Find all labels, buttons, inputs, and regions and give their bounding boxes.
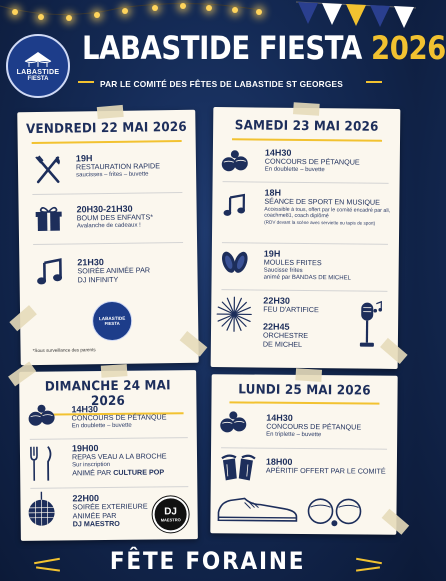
event-desc-prefix: ANIMÉ PAR: [72, 468, 112, 478]
event-item: [72, 442, 194, 478]
event-name: ORCHESTRE: [262, 330, 309, 341]
subtitle: PAR LE COMITÉ DES FÊTES DE LABASTIDE ST GEORGES: [100, 79, 343, 89]
event-time: 22H30: [263, 295, 290, 306]
event-time: 14H30: [266, 412, 293, 423]
title-year: 2026: [371, 29, 446, 67]
event-item: [71, 403, 193, 430]
event-name: CONCOURS DE PÉTANQUE: [266, 421, 362, 432]
event-desc-line2: [72, 468, 194, 478]
badge-text-top: DJ: [164, 505, 178, 517]
event-name: REPAS VEAU A LA BROCHE: [71, 451, 167, 462]
logo-text-bottom: FIESTA: [104, 320, 120, 327]
subtitle-dash-left: [78, 81, 94, 83]
event-name-line3: DJ MAESTRO: [72, 519, 120, 529]
logo-text-top: LABASTIDE: [98, 315, 126, 322]
gift-icon: [35, 205, 63, 233]
footer-banner: [0, 541, 416, 581]
event-desc: Accessible à tous, offert par le comité encadré par ali, coachme81, coach diplômé: [264, 206, 391, 220]
disco-ball-icon: [26, 492, 56, 530]
petanque-icon: [221, 149, 249, 173]
petanque-icon: [27, 404, 55, 428]
event-name-line2: DE MICHEL: [262, 339, 303, 349]
event-item: [265, 148, 397, 176]
event-desc: En doublette – buvette: [264, 166, 325, 173]
cutlery-icon: [26, 444, 56, 484]
event-name-line2: DJ INFINITY: [77, 274, 119, 285]
event-name: BOUM DES ENFANTS*: [76, 212, 154, 223]
event-name: RESTAURATION RAPIDE: [75, 161, 161, 172]
event-name-line2: ANIMÉE PAR: [72, 510, 117, 521]
note: *Sous surveillance des parents: [32, 347, 96, 354]
fiesta-logo: [6, 34, 70, 98]
event-item: [266, 457, 394, 477]
carousel-icon: [23, 51, 53, 67]
event-name: SÉANCE DE SPORT EN MUSIQUE: [264, 196, 380, 207]
event-name: SOIRÉE ANIMÉE PAR: [77, 265, 151, 276]
event-desc-line2: animé par BANDAS DE MICHEL: [263, 274, 351, 282]
logo-text-top: LABASTIDE: [16, 68, 60, 76]
sneaker-icon: [214, 490, 300, 527]
event-time: 18H: [264, 187, 282, 198]
dj-maestro-badge: [152, 496, 188, 532]
mussels-icon: [220, 249, 250, 275]
event-time: 14H30: [264, 147, 292, 158]
fork-knife-icon: [32, 154, 64, 186]
event-time: 19H: [263, 248, 281, 259]
event-time: 20H30-21H30: [76, 203, 133, 215]
event-desc-bold: CULTURE POP: [113, 467, 165, 478]
event-name: CONCOURS DE PÉTANQUE: [264, 156, 360, 167]
event-name: APÉRITIF OFFERT PAR LE COMITÉ: [265, 465, 386, 476]
microphone-icon: [355, 301, 384, 349]
event-time: 22H00: [72, 493, 100, 504]
card-monday: [210, 374, 397, 535]
day-title: DIMANCHE 24 MAI 2026: [44, 378, 171, 410]
header: [0, 0, 446, 110]
event-name: SOIRÉE EXTERIEURE: [72, 501, 148, 512]
petanque-balls-icon: [306, 493, 364, 528]
event-item: [72, 493, 152, 530]
event-time: 18H00: [265, 456, 293, 467]
firework-icon: [215, 295, 253, 333]
day-title: VENDREDI 22 MAI 2026: [25, 119, 187, 138]
event-name: FEU D'ARTIFICE: [263, 304, 319, 315]
beer-icon: [219, 452, 259, 482]
day-title: SAMEDI 23 MAI 2026: [234, 118, 379, 135]
logo-text-bottom: FIESTA: [27, 75, 49, 82]
card-sunday: [19, 370, 198, 541]
music-note-icon: [35, 258, 63, 286]
event-time: 19H00: [71, 443, 99, 454]
event-item: [263, 296, 363, 316]
event-time: 22H45: [263, 321, 290, 332]
event-item: [263, 322, 363, 350]
event-desc: Sur inscription: [72, 461, 111, 469]
card-friday: [17, 110, 199, 365]
event-desc: En doublette – buvette: [71, 422, 132, 430]
fiesta-logo-small: [92, 301, 133, 342]
event-desc: saucisses – frites – buvette: [76, 171, 149, 179]
event-item: [77, 203, 195, 231]
event-desc: Saucisse frites: [263, 267, 303, 274]
petanque-icon: [219, 410, 247, 434]
page-title: [82, 29, 446, 67]
footer-text: FÊTE FORAINE: [110, 547, 306, 575]
event-item: [266, 413, 394, 440]
day-title: LUNDI 25 MAI 2026: [238, 382, 371, 399]
event-name: MOULES FRITES: [263, 257, 322, 268]
event-desc-note: (RDV devant la scène avec serviette ou tapis de sport): [264, 219, 376, 226]
card-saturday: [211, 107, 401, 369]
event-time: 14H30: [71, 404, 99, 415]
event-item: [264, 188, 396, 227]
event-time: 21H30: [77, 257, 104, 268]
event-desc: Avalanche de cadeaux !: [76, 222, 141, 230]
title-text: LABASTIDE FIESTA: [82, 29, 362, 67]
event-item: [77, 256, 195, 285]
event-name: CONCOURS DE PÉTANQUE: [71, 412, 167, 423]
event-time: 19H: [75, 153, 93, 164]
subtitle-dash-right: [366, 81, 382, 83]
event-desc: En triplette – buvette: [266, 431, 322, 438]
badge-text-bottom: MAESTRO: [160, 516, 181, 522]
event-item: [76, 152, 191, 180]
event-item: [264, 249, 396, 284]
music-note-icon: [222, 193, 246, 217]
